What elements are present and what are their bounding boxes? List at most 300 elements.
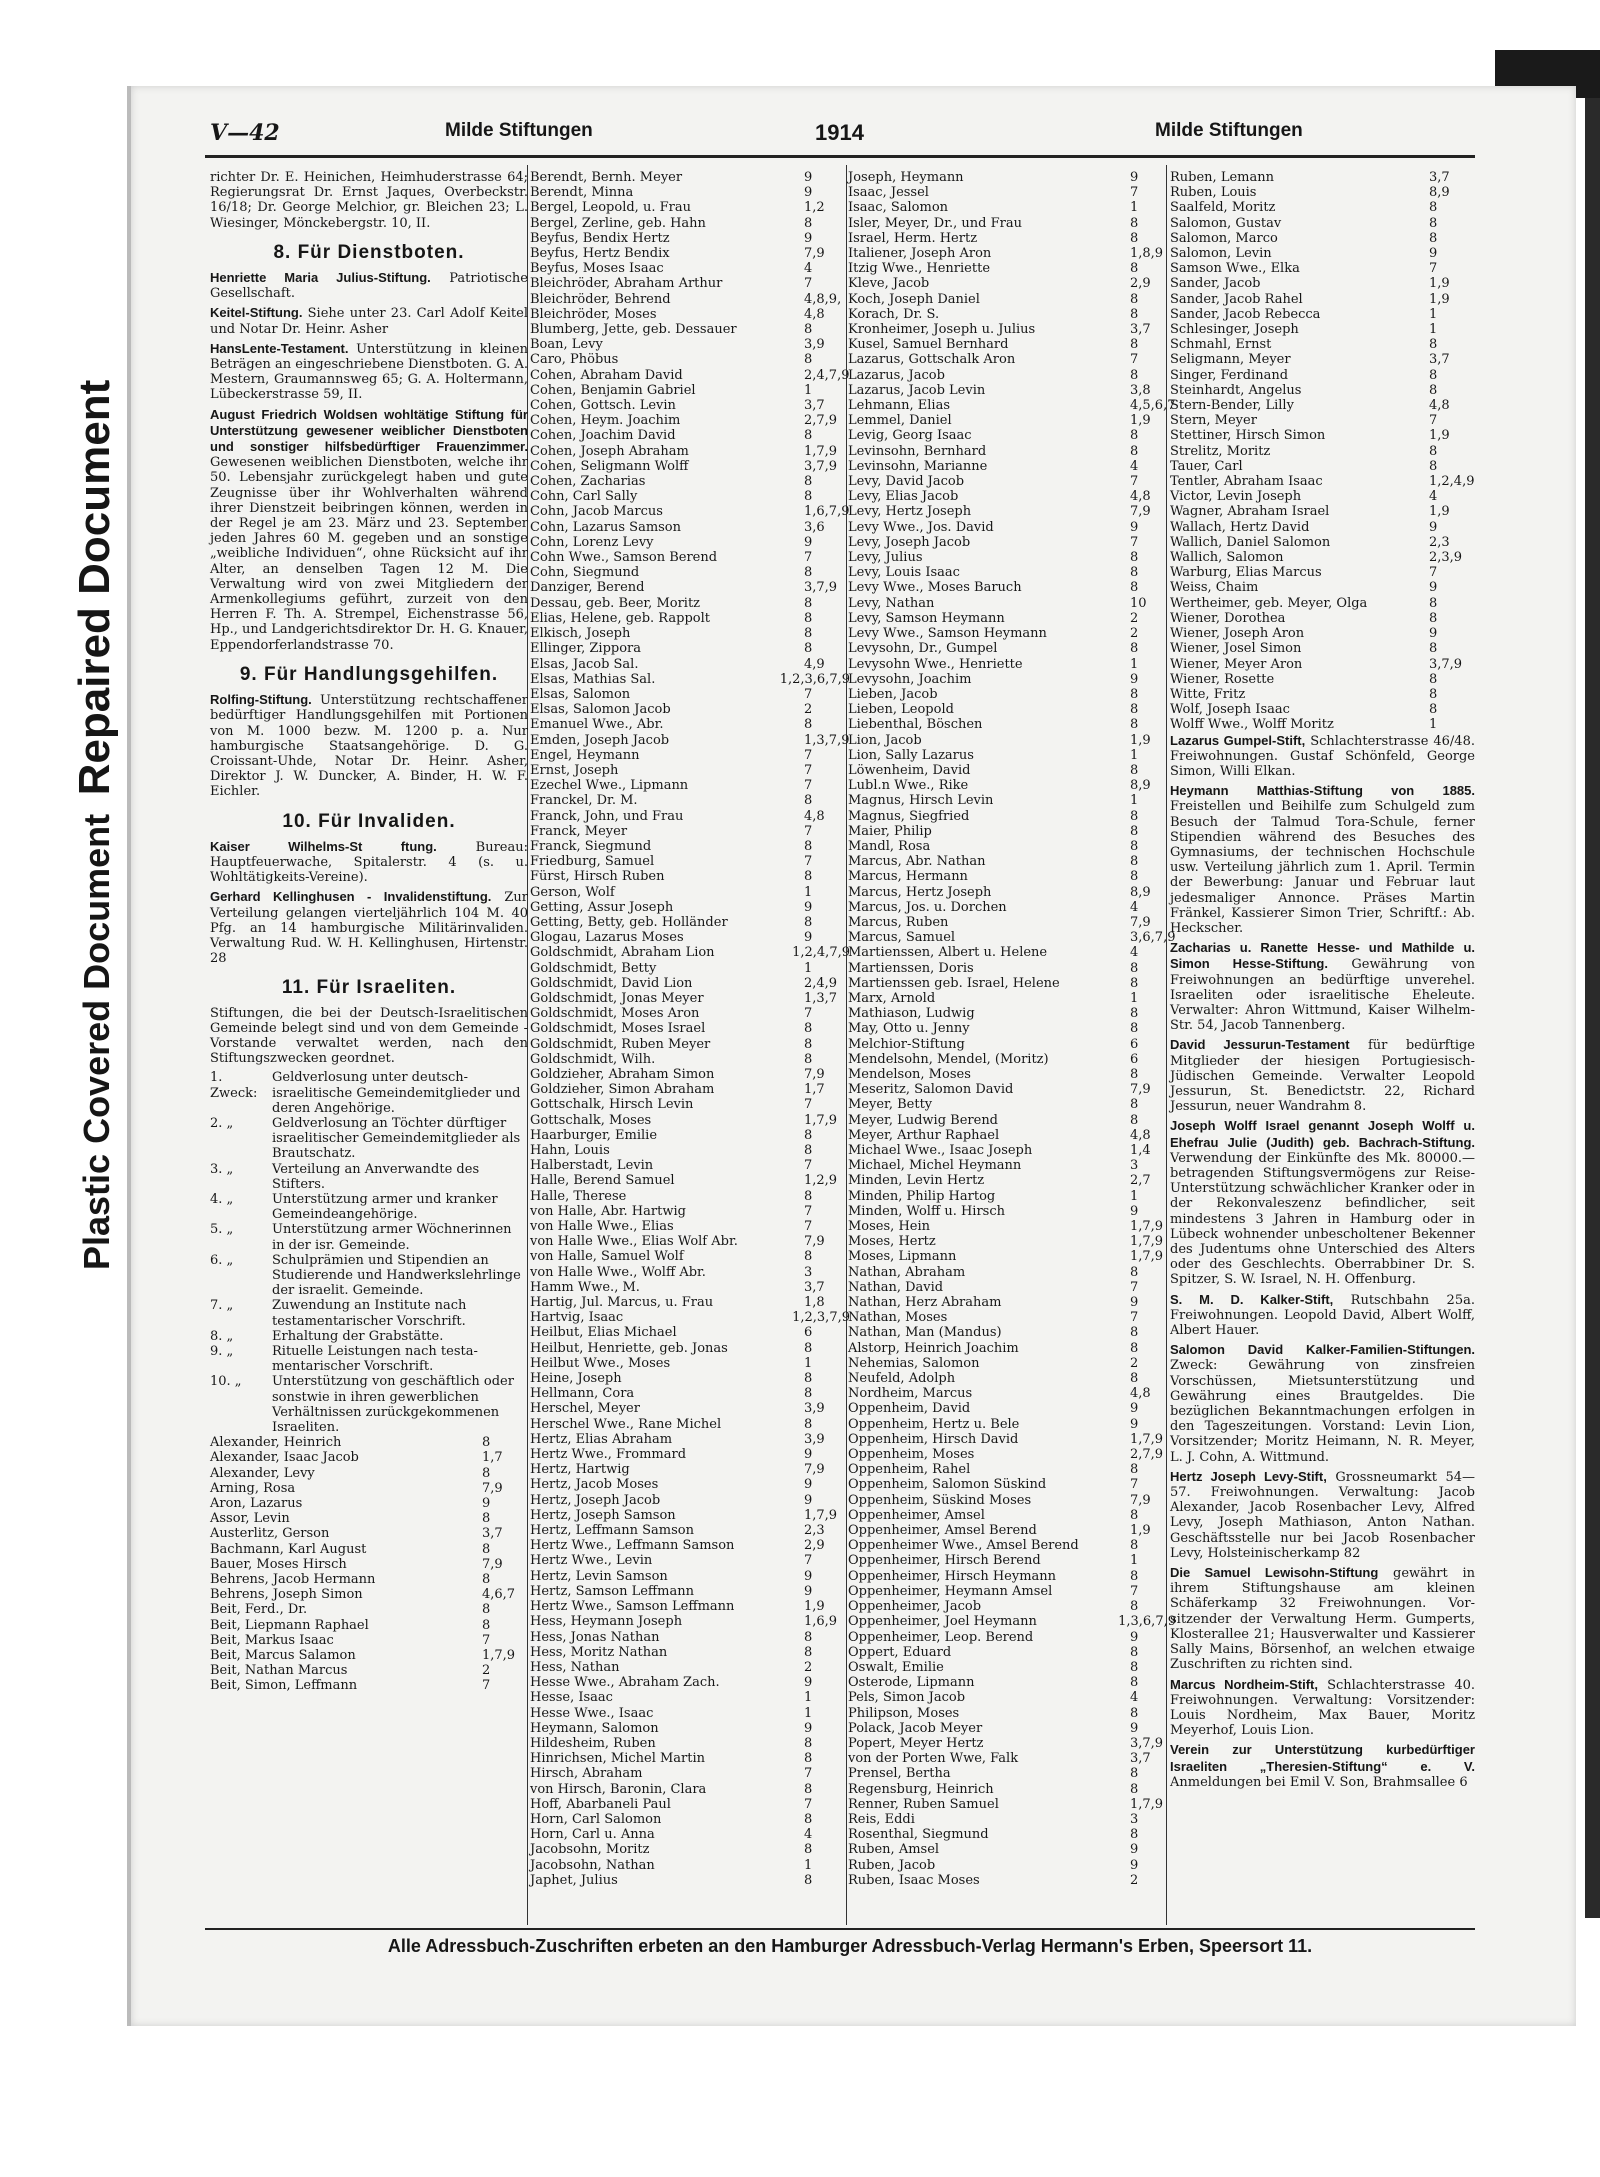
- person-name: Oppenheimer, Hirsch Heymann: [848, 1568, 1057, 1584]
- list-item: [530, 216, 850, 231]
- list-item: [530, 915, 850, 930]
- purpose-codes: 1: [1130, 747, 1139, 763]
- list-item: [530, 1508, 850, 1523]
- person-name: Israel, Herm. Hertz: [848, 230, 978, 246]
- purpose-codes: 4,8: [1130, 489, 1151, 505]
- person-name: Oppenheimer Wwe., Amsel Berend: [848, 1538, 1079, 1554]
- list-item: [848, 1842, 1176, 1857]
- person-name: Marcus, Ruben: [848, 914, 949, 930]
- purpose-item: [210, 1374, 528, 1435]
- list-item: [530, 611, 850, 626]
- purpose-codes: 4,8: [804, 808, 825, 824]
- purpose-codes: 8: [1429, 200, 1438, 216]
- entry-name: HansLente-Testament.: [210, 340, 349, 356]
- purpose-codes: 4,8: [1130, 1127, 1151, 1143]
- list-item: [530, 1599, 850, 1614]
- person-name: Bachmann, Karl August: [210, 1541, 367, 1557]
- person-name: Cohen, Abraham David: [530, 367, 683, 383]
- person-name: Levy Wwe., Jos. David: [848, 519, 994, 535]
- person-name: Hartvig, Isaac: [530, 1310, 624, 1326]
- list-item: [210, 1572, 528, 1587]
- purpose-codes: 3,9: [804, 337, 825, 353]
- purpose-codes: 8: [804, 565, 813, 581]
- list-item: [1170, 596, 1475, 611]
- purpose-codes: 2,4,7,9: [804, 367, 850, 383]
- person-name: Franck, John, und Frau: [530, 808, 684, 824]
- person-name: Wiener, Meyer Aron: [1170, 656, 1303, 672]
- list-item: [530, 1067, 850, 1082]
- purpose-codes: 9: [1130, 170, 1139, 185]
- person-name: Levinsohn, Marianne: [848, 458, 988, 474]
- purpose-codes: 9: [804, 170, 813, 185]
- list-item: [530, 1295, 850, 1310]
- purpose-codes: 8: [1429, 382, 1438, 398]
- purpose-codes: 3: [1130, 1811, 1139, 1827]
- person-name: Oswalt, Emilie: [848, 1659, 944, 1675]
- purpose-codes: 7: [1130, 1583, 1139, 1599]
- person-name: Hildesheim, Ruben: [530, 1735, 656, 1751]
- purpose-codes: 7: [804, 1219, 813, 1235]
- person-name: Nehemias, Salomon: [848, 1355, 980, 1371]
- list-item: [530, 733, 850, 748]
- purpose-codes: 9: [1130, 1295, 1139, 1311]
- list-item: [530, 1386, 850, 1401]
- purpose-codes: 8: [1130, 808, 1139, 824]
- foundation-entry: [210, 889, 528, 966]
- person-name: Hertz Wwe., Samson Leffmann: [530, 1599, 735, 1615]
- person-name: Isaac, Jessel: [848, 185, 929, 201]
- list-item: [1170, 337, 1475, 352]
- list-item: [848, 1584, 1176, 1599]
- person-name: Gerson, Wolf: [530, 884, 615, 900]
- list-item: [848, 1006, 1176, 1021]
- purpose-codes: 7: [804, 686, 813, 702]
- purpose-codes: 4: [1130, 945, 1139, 961]
- purpose-codes: 4: [1130, 899, 1139, 915]
- list-item: [530, 1113, 850, 1128]
- entry-text: Zweck: Gewährung von zinsfreien Vorschüssen, Mietsunterstützung und Gewährung eines Brautgeldes. Die bezüglichen Bekanntmachungen erfolgen in den Tageszeitungen. Vorstand: Levin Lion, Vorsitzender; Moritz Heimann, N. R. Meyer, L. J. Cohn, A. Wittmund.: [1170, 1358, 1475, 1465]
- person-name: Minden, Philip Hartog: [848, 1188, 996, 1204]
- purpose-codes: 7: [804, 1766, 813, 1782]
- list-item: [530, 1538, 850, 1553]
- person-name: Oppenheim, Moses: [848, 1447, 975, 1463]
- person-name: Beit, Marcus Salamon: [210, 1648, 356, 1664]
- list-item: [530, 1569, 850, 1584]
- person-name: Mandl, Rosa: [848, 838, 931, 854]
- purpose-codes: 9: [1130, 1416, 1139, 1432]
- purpose-codes: 4,5,6,7: [1130, 398, 1176, 414]
- foundation-entry: [1170, 1742, 1475, 1790]
- list-item: [1170, 368, 1475, 383]
- list-item: [848, 900, 1176, 915]
- person-name: Seligmann, Meyer: [1170, 352, 1291, 368]
- person-name: Wertheimer, geb. Meyer, Olga: [1170, 595, 1368, 611]
- person-name: Beit, Nathan Marcus: [210, 1663, 348, 1679]
- purpose-text: Schulprämien und Stipendien an Studierende und Handwerkslehrlinge der israelit. Gemeinde.: [272, 1252, 521, 1299]
- list-item: [530, 337, 850, 352]
- purpose-codes: 2: [1130, 1355, 1139, 1371]
- person-name: Stern-Bender, Lilly: [1170, 398, 1294, 414]
- purpose-codes: 1,7,9: [804, 1112, 838, 1128]
- person-name: Goldschmidt, Jonas Meyer: [530, 990, 704, 1006]
- person-name: Levy, Louis Isaac: [848, 565, 960, 581]
- person-name: Getting, Betty, geb. Holländer: [530, 914, 728, 930]
- purpose-codes: 1,9: [804, 1599, 825, 1615]
- person-name: Bergel, Zerline, geb. Hahn: [530, 215, 706, 231]
- person-name: Oppenheimer, Hirsch Berend: [848, 1553, 1041, 1569]
- person-name: Saalfeld, Moritz: [1170, 200, 1276, 216]
- list-item: [848, 1721, 1176, 1736]
- purpose-codes: 8: [1130, 1781, 1139, 1797]
- list-item: [1170, 352, 1475, 367]
- purpose-codes: 8: [804, 1735, 813, 1751]
- foundation-entry: [210, 692, 528, 799]
- person-name: Mathiason, Ludwig: [848, 1006, 975, 1022]
- person-name: Goldschmidt, Ruben Meyer: [530, 1036, 711, 1052]
- person-name: Stern, Meyer: [1170, 413, 1257, 429]
- list-item: [530, 991, 850, 1006]
- purpose-codes: 3,7: [1130, 1751, 1151, 1767]
- list-item: [530, 1219, 850, 1234]
- list-item: [848, 1553, 1176, 1568]
- foundation-entry: [210, 305, 528, 336]
- person-name: Dessau, geb. Beer, Moritz: [530, 595, 701, 611]
- person-name: Mendelsohn, Mendel, (Moritz): [848, 1051, 1049, 1067]
- person-name: Elsas, Salomon: [530, 686, 631, 702]
- list-item: [848, 748, 1176, 763]
- person-name: Friedburg, Samuel: [530, 854, 655, 870]
- foundation-entry: [210, 270, 528, 301]
- purpose-codes: 8: [1130, 854, 1139, 870]
- person-name: Wallach, Hertz David: [1170, 519, 1310, 535]
- intro-text: richter Dr. E. Heinichen, Heimhuderstrasse 64; Regierungsrat Dr. Ernst Jaques, Overbeckstr. 16/18; Dr. George Melchior, gr. Bleichen 23; L. Wiesinger, Mönckebergstr. 10, II.: [210, 170, 528, 231]
- purpose-number: 9. „: [210, 1344, 234, 1360]
- list-item: [848, 733, 1176, 748]
- person-name: Oppenheimer, Amsel: [848, 1507, 985, 1523]
- purpose-codes: 3,8: [1130, 382, 1151, 398]
- person-name: Polack, Jacob Meyer: [848, 1720, 983, 1736]
- list-item: [530, 1173, 850, 1188]
- list-item: [530, 1417, 850, 1432]
- purpose-codes: 8: [482, 1541, 491, 1557]
- person-name: Goldschmidt, Wilh.: [530, 1051, 656, 1067]
- entry-text: Schlachterstrasse 46/48. Freiwohnungen. Gustaf Schönfeld, George Simon, Willi Elkan.: [1170, 733, 1475, 779]
- purpose-codes: 8: [1429, 595, 1438, 611]
- list-item: [848, 596, 1176, 611]
- list-item: [848, 580, 1176, 595]
- purpose-codes: 8: [804, 610, 813, 626]
- foundation-entry: [1170, 1342, 1475, 1465]
- column-4: [1170, 170, 1475, 1794]
- list-item: [848, 474, 1176, 489]
- person-name: Hertz, Elias Abraham: [530, 1431, 673, 1447]
- purpose-codes: 8: [1130, 1599, 1139, 1615]
- purpose-codes: 8: [1130, 261, 1139, 277]
- list-item: [848, 1280, 1176, 1295]
- person-name: Cohen, Seligmann Wolff: [530, 458, 689, 474]
- list-item: [1170, 261, 1475, 276]
- purpose-codes: 7: [804, 1158, 813, 1174]
- purpose-codes: 4: [804, 1827, 813, 1843]
- purpose-codes: 7,9: [1130, 1082, 1151, 1098]
- person-name: Hoff, Abarbaneli Paul: [530, 1796, 671, 1812]
- entry-name: Rolfing-Stiftung.: [210, 692, 312, 708]
- list-item: [530, 1736, 850, 1751]
- list-item: [530, 261, 850, 276]
- person-name: Magnus, Hirsch Levin: [848, 793, 994, 809]
- list-item: [210, 1648, 528, 1663]
- person-name: Itzig Wwe., Henriette: [848, 261, 991, 277]
- list-item: [210, 1435, 528, 1450]
- entry-text: Grossneumarkt 54—57. Freiwohnungen. Verwaltung: Jacob Alexander, Jacob Rosenbacher Levy, Alfred Levy, Joseph Mathiason, Anton Nathan. Geschäftsstelle nur bei Jacob Rosenbacher Levy, Holsteinischerkamp 82: [1170, 1469, 1475, 1561]
- purpose-codes: 9: [1429, 246, 1438, 262]
- list-item: [530, 1462, 850, 1477]
- purpose-codes: 4: [1130, 1690, 1139, 1706]
- list-item: [848, 915, 1176, 930]
- list-item: [848, 1417, 1176, 1432]
- purpose-codes: 2,7: [1130, 1173, 1151, 1189]
- scanner-bar-right: [1585, 98, 1600, 1918]
- person-name: Meyer, Ludwig Berend: [848, 1112, 999, 1128]
- list-item: [530, 459, 850, 474]
- person-name: Magnus, Siegfried: [848, 808, 970, 824]
- person-name: Koch, Joseph Daniel: [848, 291, 980, 307]
- purpose-codes: 9: [804, 1583, 813, 1599]
- purpose-codes: 9: [804, 185, 813, 201]
- purpose-codes: 7,9: [1130, 914, 1151, 930]
- list-item: [1170, 383, 1475, 398]
- entry-name: Hertz Joseph Levy-Stift,: [1170, 1468, 1327, 1484]
- purpose-codes: 8: [804, 626, 813, 642]
- list-item: [848, 1812, 1176, 1827]
- list-item: [848, 1219, 1176, 1234]
- list-item: [530, 626, 850, 641]
- person-name: von Halle, Samuel Wolf: [530, 1249, 684, 1265]
- person-name: Hertz, Hartwig: [530, 1462, 630, 1478]
- person-name: Meyer, Betty: [848, 1097, 933, 1113]
- purpose-codes: 2,3: [804, 1523, 825, 1539]
- purpose-codes: 8: [1130, 215, 1139, 231]
- person-name: Hesse Wwe., Abraham Zach.: [530, 1675, 720, 1691]
- purpose-codes: 8: [1130, 975, 1139, 991]
- purpose-codes: 6: [804, 1325, 813, 1341]
- purpose-codes: 3,7: [804, 398, 825, 414]
- purpose-item: [210, 1116, 528, 1162]
- list-item: [530, 854, 850, 869]
- foundation-entry: [1170, 940, 1475, 1033]
- list-item: [848, 1021, 1176, 1036]
- list-item: [848, 717, 1176, 732]
- person-name: Michael Wwe., Isaac Joseph: [848, 1143, 1033, 1158]
- person-name: Strelitz, Moritz: [1170, 443, 1271, 459]
- purpose-codes: 2: [1130, 610, 1139, 626]
- person-name: Moses, Hein: [848, 1219, 930, 1235]
- list-item: [848, 216, 1176, 231]
- person-name: Moses, Lipmann: [848, 1249, 957, 1265]
- person-name: Gottschalk, Hirsch Levin: [530, 1097, 694, 1113]
- person-name: Martienssen, Albert u. Helene: [848, 945, 1048, 961]
- purpose-codes: 4,9: [804, 656, 825, 672]
- list-item: [530, 1721, 850, 1736]
- person-name: Marcus, Samuel: [848, 930, 956, 946]
- list-item: [530, 489, 850, 504]
- purpose-codes: 7,9: [1130, 504, 1151, 520]
- person-name: Cohen, Zacharias: [530, 474, 646, 490]
- list-item: [848, 1736, 1176, 1751]
- purpose-codes: 3: [804, 1264, 813, 1280]
- person-name: Wallich, Salomon: [1170, 550, 1284, 566]
- purpose-codes: 1,9: [1130, 413, 1151, 429]
- person-name: Maier, Philip: [848, 823, 932, 839]
- purpose-codes: 8: [1130, 1538, 1139, 1554]
- list-item: [848, 1538, 1176, 1553]
- purpose-codes: 8: [1130, 1675, 1139, 1691]
- purpose-codes: 4,8: [804, 306, 825, 322]
- purpose-codes: 1,9: [1429, 504, 1450, 520]
- purpose-codes: 8: [1429, 641, 1438, 657]
- list-item: [848, 1858, 1176, 1873]
- purpose-codes: 1: [804, 1355, 813, 1371]
- person-name: Danziger, Berend: [530, 580, 645, 596]
- person-name: Engel, Heymann: [530, 747, 640, 763]
- person-name: Stettiner, Hirsch Simon: [1170, 428, 1326, 444]
- person-name: Kronheimer, Joseph u. Julius: [848, 322, 1036, 338]
- list-item: [530, 1766, 850, 1781]
- list-item: [210, 1557, 528, 1572]
- list-item: [848, 1052, 1176, 1067]
- purpose-codes: 1,9: [1429, 276, 1450, 292]
- purpose-codes: 9: [1130, 1629, 1139, 1645]
- purpose-codes: 7,9: [804, 1234, 825, 1250]
- list-item: [530, 1584, 850, 1599]
- list-item: [848, 535, 1176, 550]
- person-name: Minden, Levin Hertz: [848, 1173, 985, 1189]
- entry-name: Die Samuel Lewisohn-Stiftung: [1170, 1565, 1379, 1581]
- list-item: [530, 824, 850, 839]
- purpose-item: [210, 1070, 528, 1116]
- person-name: Hess, Jonas Nathan: [530, 1629, 660, 1645]
- purpose-codes: 8: [1130, 1021, 1139, 1037]
- list-item: [848, 1082, 1176, 1097]
- list-item: [530, 170, 850, 185]
- purpose-codes: 8: [804, 1249, 813, 1265]
- purpose-codes: 8: [804, 1051, 813, 1067]
- purpose-codes: 8: [1130, 1659, 1139, 1675]
- header-year: 1914: [815, 120, 864, 145]
- list-item: [848, 1386, 1176, 1401]
- entry-text: Verwendung der Einkünfte des Mk. 80000.— betragenden Stiftungsvermögens zur Reise-Unterstützung schwächlicher Kranker oder in der Rekonvaleszenz befindlicher, seit mindestens 3 Jahren in Hamburg oder in Lübeck wohnender unbescholtener Bekenner des Judentums ohne Unterschied des Alters oder des Geschlechts. Oberrabbiner Dr. S. Spitzer, S. W. Israel, N. H. Offenburg.: [1170, 1150, 1475, 1288]
- purpose-codes: 8: [1130, 1340, 1139, 1356]
- list-item: [848, 1508, 1176, 1523]
- entry-text: Bureau: Hauptfeuerwache, Spitalerstr. 4 (s. u. Wohltätigkeits-Vereine).: [210, 839, 528, 886]
- purpose-codes: 9: [804, 1568, 813, 1584]
- entry-name: Henriette Maria Julius-Stiftung.: [210, 270, 431, 286]
- list-item: [530, 930, 850, 945]
- purpose-codes: 1: [1130, 200, 1139, 216]
- purpose-codes: 8: [1130, 367, 1139, 383]
- list-item: [848, 626, 1176, 641]
- list-item: [1170, 550, 1475, 565]
- list-item: [530, 535, 850, 550]
- person-name: Steinhardt, Angelus: [1170, 382, 1302, 398]
- purpose-codes: 9: [482, 1496, 491, 1512]
- entry-name: Joseph Wolff Israel genannt Joseph Wolff u. Ehefrau Julie (Judith) geb. Bachrach-Stiftung.: [1170, 1118, 1475, 1150]
- purpose-codes: 8: [804, 1416, 813, 1432]
- purpose-codes: 8: [804, 793, 813, 809]
- purpose-item: [210, 1192, 528, 1222]
- list-item: [530, 1751, 850, 1766]
- foundation-entry: [1170, 1565, 1475, 1672]
- list-item: [530, 185, 850, 200]
- purpose-codes: 7: [804, 1553, 813, 1569]
- foundation-entry: [1170, 1292, 1475, 1339]
- person-name: Berendt, Bernh. Meyer: [530, 170, 683, 185]
- list-item: [848, 185, 1176, 200]
- page-header: [210, 120, 1470, 146]
- person-name: Löwenheim, David: [848, 762, 971, 778]
- overlay-label-line2: Repaired Document: [70, 379, 119, 796]
- person-name: Elsas, Salomon Jacob: [530, 702, 671, 718]
- purpose-codes: 2,9: [1130, 276, 1151, 292]
- foundation-entry: [210, 341, 528, 403]
- person-name: Hertz Wwe., Levin: [530, 1553, 653, 1569]
- person-name: Levysohn Wwe., Henriette: [848, 656, 1023, 672]
- list-item: [848, 1356, 1176, 1371]
- person-name: Kleve, Jacob: [848, 276, 930, 292]
- list-item: [530, 1189, 850, 1204]
- purpose-codes: 8: [804, 869, 813, 885]
- purpose-codes: 7: [482, 1678, 491, 1694]
- purpose-codes: 1,9: [1429, 428, 1450, 444]
- purpose-codes: 1,8: [804, 1295, 825, 1311]
- list-item: [848, 930, 1176, 945]
- list-item: [530, 1401, 850, 1416]
- list-item: [1170, 489, 1475, 504]
- purpose-codes: 1: [804, 884, 813, 900]
- person-name: Ruben, Isaac Moses: [848, 1872, 980, 1888]
- list-item: [530, 976, 850, 991]
- purpose-codes: 8: [1130, 686, 1139, 702]
- purpose-codes: 1,9: [1130, 1523, 1151, 1539]
- purpose-codes: 3,7: [804, 1279, 825, 1295]
- person-name: Hamm Wwe., M.: [530, 1279, 640, 1295]
- purpose-codes: 7: [482, 1632, 491, 1648]
- purpose-codes: 8: [1429, 230, 1438, 246]
- list-item: [530, 1706, 850, 1721]
- person-name: Hirsch, Abraham: [530, 1766, 643, 1782]
- list-item: [848, 1599, 1176, 1614]
- person-name: Singer, Ferdinand: [1170, 367, 1289, 383]
- person-name: Hellmann, Cora: [530, 1386, 635, 1402]
- purpose-codes: 8: [804, 1872, 813, 1888]
- purpose-codes: 1,6,7,9: [804, 504, 850, 520]
- person-name: Melchior-Stiftung: [848, 1036, 965, 1052]
- list-item: [848, 1265, 1176, 1280]
- entry-name: Salomon David Kalker-Familien-Stiftungen.: [1170, 1342, 1475, 1358]
- list-item: [848, 1523, 1176, 1538]
- purpose-text: Unterstützung von geschäftlich oder sonstwie in ihren gewerblichen Verhältnissen zurückgekommenen Israeliten.: [272, 1374, 514, 1436]
- list-item: [530, 1143, 850, 1158]
- list-item: [530, 1523, 850, 1538]
- purpose-codes: 7: [804, 1097, 813, 1113]
- purpose-codes: 9: [804, 899, 813, 915]
- purpose-codes: 7: [1130, 1477, 1139, 1493]
- person-name: Hess, Nathan: [530, 1659, 620, 1675]
- purpose-codes: 7: [1130, 185, 1139, 201]
- purpose-item: [210, 1162, 528, 1192]
- entry-text: für bedürftige Mitglieder der hiesigen Portugiesisch-Jüdischen Gemeinde. Verwalter Leopold Jessurun, St. Benedictstr. 22, Richard Jessurun, neuer Wandrahm 8.: [1170, 1038, 1475, 1115]
- person-name: Cohen, Gottsch. Levin: [530, 398, 676, 414]
